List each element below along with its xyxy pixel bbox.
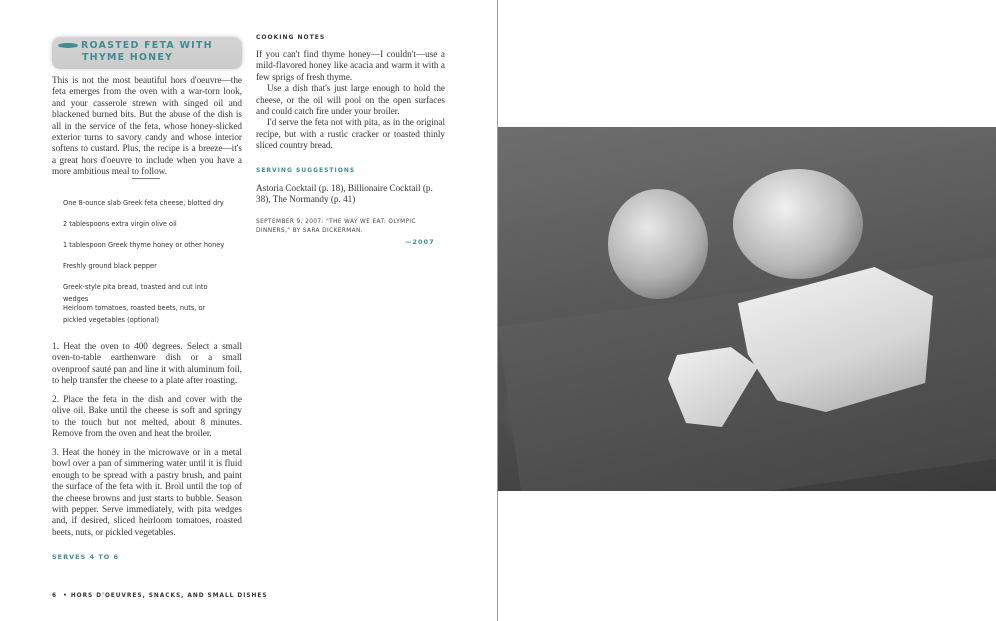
ingredient: 1 tablespoon Greek thyme honey or other honey <box>63 241 225 249</box>
ingredient: Greek-style pita bread, toasted and cut into wedges <box>63 283 208 303</box>
ingredient: Freshly ground black pepper <box>63 262 157 270</box>
year: —2007 <box>405 238 435 246</box>
serves: SERVES 4 TO 6 <box>52 553 120 561</box>
lemon <box>608 189 708 299</box>
section-name: • HORS D'OEUVRES, SNACKS, AND SMALL DISHES <box>63 593 268 599</box>
note-paragraph: Use a dish that's just large enough to hold the cheese, or the oil will pool on the open surfaces and could catch fire under your broiler. <box>256 83 445 117</box>
cooking-notes <box>256 49 445 152</box>
source-credit: SEPTEMBER 9, 2007: "THE WAY WE EAT: OLYMPIC DINNERS," BY SARA DICKERMAN. <box>256 219 416 234</box>
page-number: 6 <box>52 593 58 599</box>
note-paragraph: I'd serve the feta not with pita, as in the original recipe, but with a rustic cracker or toasted thinly sliced country bread. <box>256 117 445 151</box>
page-footer <box>52 593 268 599</box>
notes-heading: COOKING NOTES <box>256 34 326 41</box>
serving-heading: SERVING SUGGESTIONS <box>256 167 356 174</box>
section-divider <box>132 178 160 179</box>
lemon <box>733 169 863 279</box>
ingredient: 2 tablespoons extra virgin olive oil <box>63 220 177 228</box>
leaf-ornament-icon <box>58 43 78 48</box>
step: 2. Place the feta in the dish and cover with the olive oil. Bake until the cheese is soft and springy to the touch but not melted, about 8 minutes. Remove from the oven and heat the broiler. <box>52 394 242 439</box>
serving-suggestions: Astoria Cocktail (p. 18), Billionaire Cocktail (p. 38), The Normandy (p. 41) <box>256 183 433 205</box>
feta-photo <box>498 127 996 491</box>
recipe-intro: This is not the most beautiful hors d'oeuvre—the feta emerges from the oven with a war-torn look, and your casserole strewn with singed oil and blackened burned bits. But the abuse of the dish is all in the service of the feta, whose honey-slicked exterior turns to savory candy and whose interior softens to custard. Plus, the recipe is a breeze—it's a great hors d'oeuvre to include when you have a more ambitious meal to follow. <box>52 75 242 177</box>
ingredient: One 8-ounce slab Greek feta cheese, blotted dry <box>63 199 224 207</box>
note-paragraph: If you can't find thyme honey—I couldn't—use a mild-flavored honey like acacia and warm it with a few sprigs of fresh thyme. <box>256 49 445 82</box>
recipe-title: ROASTED FETA WITH THYME HONEY <box>58 40 213 64</box>
ingredient: Heirloom tomatoes, roasted beets, nuts, or pickled vegetables (optional) <box>63 304 206 324</box>
step: 3. Heat the honey in the microwave or in a metal bowl over a pan of simmering water until it is fluid enough to be spread with a pastry brush, and paint the surface of the feta with it. Broil until the top of the cheese browns and just starts to bubble. Season with pepper. Serve immediately, with pita wedges and, if desired, sliced heirloom tomatoes, roasted beets, nuts, or pickled vegetables. <box>52 447 242 537</box>
step: 1. Heat the oven to 400 degrees. Select a small oven-to-table earthenware dish or a small ovenproof sauté pan and line it with aluminum foil, to help transfer the cheese to a plate after roasting. <box>52 341 242 386</box>
